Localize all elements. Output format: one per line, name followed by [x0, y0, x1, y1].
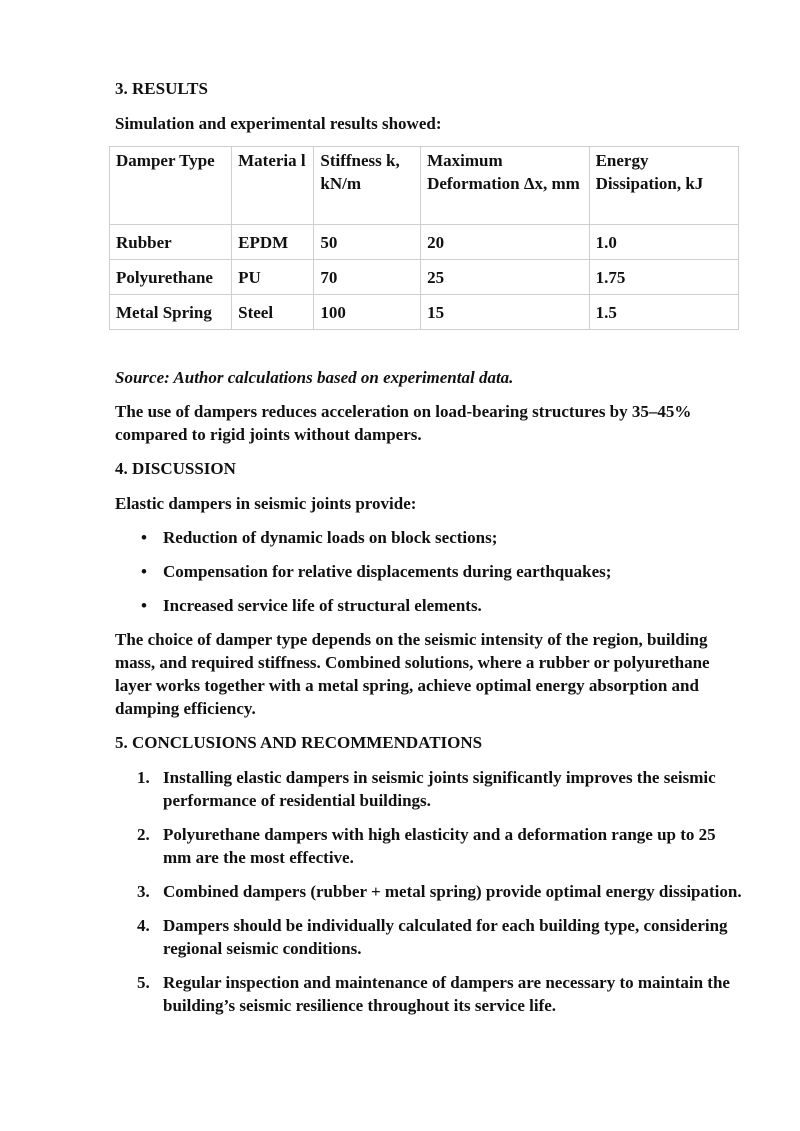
list-item-number: 5. — [137, 973, 150, 992]
list-item-text: Installing elastic dampers in seismic joints significantly improves the seismic performance of residential buildings. — [163, 768, 716, 810]
table-cell: 1.5 — [589, 295, 738, 330]
list-item — [141, 526, 745, 549]
table-row — [110, 295, 739, 330]
table-header-cell: Energy Dissipation, kJ — [589, 147, 738, 225]
conclusions-list — [115, 766, 745, 1017]
list-item — [137, 971, 745, 1017]
bullet-icon: • — [141, 562, 147, 581]
section-heading-discussion: 4. DISCUSSION — [115, 459, 236, 478]
results-table — [109, 146, 739, 330]
discussion-bullet-list — [115, 526, 745, 617]
table-cell: Polyurethane — [110, 260, 232, 295]
list-item-text: Dampers should be individually calculated for each building type, considering regional seismic conditions. — [163, 916, 728, 958]
results-intro: Simulation and experimental results showed: — [115, 114, 442, 133]
section-heading-results: 3. RESULTS — [115, 79, 208, 98]
list-item-text: Regular inspection and maintenance of dampers are necessary to maintain the building’s seismic resilience throughout its service life. — [163, 973, 730, 1015]
list-item — [137, 880, 745, 903]
section-heading-conclusions: 5. CONCLUSIONS AND RECOMMENDATIONS — [115, 733, 483, 752]
list-item — [137, 766, 745, 812]
table-cell: PU — [232, 260, 314, 295]
list-item — [137, 914, 745, 960]
list-item-number: 2. — [137, 825, 150, 844]
list-item-text: Combined dampers (rubber + metal spring) provide optimal energy dissipation. — [163, 882, 742, 901]
table-source-note: Source: Author calculations based on experimental data. — [115, 368, 514, 387]
discussion-paragraph: The choice of damper type depends on the seismic intensity of the region, building mass, and required stiffness. Combined solutions, where a rubber or polyurethane layer works together with a metal spring, achieve optimal energy absorption and damping efficiency. — [115, 630, 710, 718]
table-cell: Steel — [232, 295, 314, 330]
list-item-number: 1. — [137, 768, 150, 787]
table-cell: Metal Spring — [110, 295, 232, 330]
bullet-icon: • — [141, 596, 147, 615]
table-header-cell: Damper Type — [110, 147, 232, 225]
discussion-intro: Elastic dampers in seismic joints provide: — [115, 494, 417, 513]
list-item — [141, 594, 745, 617]
table-header-cell: Materia l — [232, 147, 314, 225]
table-cell: 50 — [314, 225, 421, 260]
list-item-text: Increased service life of structural elements. — [163, 596, 482, 615]
bullet-icon: • — [141, 528, 147, 547]
table-row — [110, 225, 739, 260]
table-cell: 25 — [421, 260, 590, 295]
table-header-row — [110, 147, 739, 225]
table-cell: EPDM — [232, 225, 314, 260]
list-item — [141, 560, 745, 583]
list-item-text: Polyurethane dampers with high elasticity and a deformation range up to 25 mm are the most effective. — [163, 825, 716, 867]
table-header-cell: Maximum Deformation Δx, mm — [421, 147, 590, 225]
list-item — [137, 823, 745, 869]
table-cell: 15 — [421, 295, 590, 330]
list-item-number: 4. — [137, 916, 150, 935]
list-item-number: 3. — [137, 882, 150, 901]
list-item-text: Reduction of dynamic loads on block sections; — [163, 528, 498, 547]
list-item-text: Compensation for relative displacements during earthquakes; — [163, 562, 612, 581]
table-row — [110, 260, 739, 295]
table-cell: 20 — [421, 225, 590, 260]
document-page — [115, 77, 745, 1028]
table-cell: 70 — [314, 260, 421, 295]
table-cell: 1.75 — [589, 260, 738, 295]
table-cell: Rubber — [110, 225, 232, 260]
table-cell: 100 — [314, 295, 421, 330]
table-header-cell: Stiffness k, kN/m — [314, 147, 421, 225]
results-summary: The use of dampers reduces acceleration on load-bearing structures by 35–45% compared to rigid joints without dampers. — [115, 402, 692, 444]
table-cell: 1.0 — [589, 225, 738, 260]
